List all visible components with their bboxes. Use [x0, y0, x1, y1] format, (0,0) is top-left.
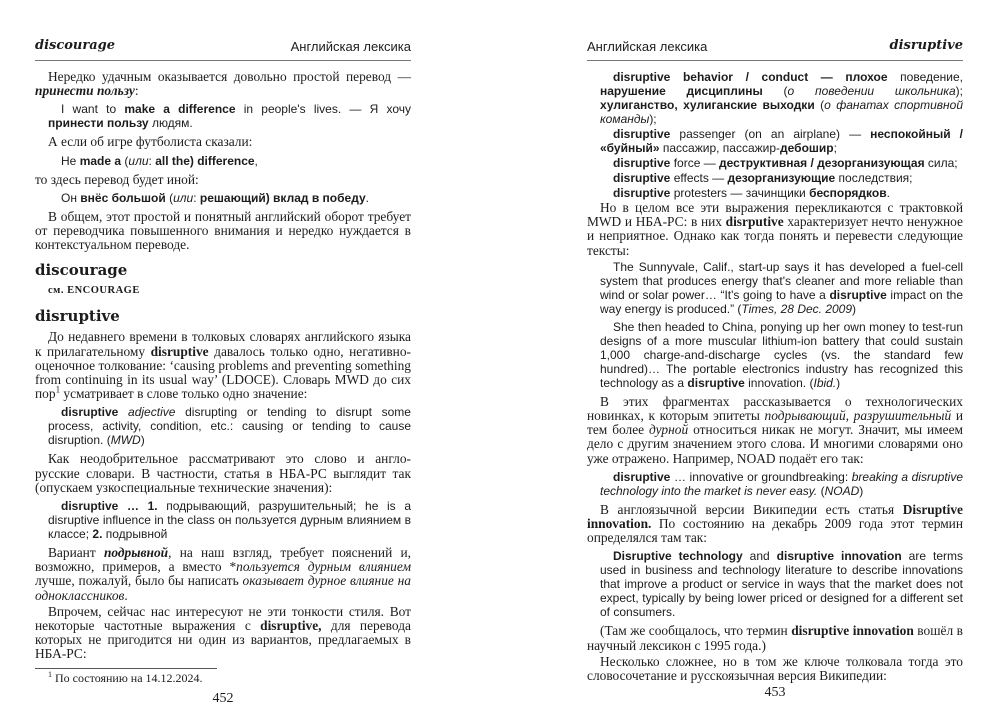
text-run: ( [817, 483, 825, 498]
text-run: До недавнего времени в толковых словарях английского языка к прилагательному [35, 329, 411, 359]
text-run: А если об игре футболиста сказали: [48, 134, 253, 150]
text-run: Впрочем, сейчас нас интересуют не эти тонкости стиля. Вот некоторые частотные выражения с [35, 603, 411, 634]
entry-heading [35, 307, 411, 325]
text-run: Нередко удачным оказывается довольно простой перевод — [48, 69, 411, 84]
text-run: ) [140, 433, 145, 448]
text-run: последствия; [835, 171, 913, 185]
text-run: disruptive [613, 156, 671, 170]
page-number: 452 [212, 690, 234, 706]
text-run: disruptive [829, 287, 887, 302]
text-run: пользуется дурным влиянием [236, 559, 411, 575]
footnote-text: По состоянию на 14.12.2024. [55, 670, 203, 685]
text-run: and [742, 549, 777, 564]
text-run: She then headed to China, ponying up her own money to test-run designs of a more muscular lithium-ion battery that could sustain 1,000 charge-and-discharge cycles (vs. the standard few hundred)… The portable electronics industry has recognized this technology as a [600, 319, 963, 390]
text-run: ; [833, 141, 837, 155]
right-page [587, 0, 964, 701]
paragraph [35, 605, 411, 662]
text-run: для перевода которых не пригодится ни один из вариантов, предлагаемых в НБА-РС: [35, 618, 411, 662]
text-run: ); [649, 112, 657, 126]
text-run: оказывает дурное влияние на одноклассников [35, 573, 411, 603]
footnote-area [35, 664, 411, 685]
text-run: ) [836, 375, 841, 390]
text-run: деструктивная / дезорганизующая [719, 156, 925, 170]
text-run: принести пользу [48, 116, 149, 131]
header-entry-word: discourage [35, 38, 116, 53]
text-run: disruptive [613, 186, 671, 200]
text-run: disruptive … 1. [61, 499, 158, 514]
text-run: лучше, пожалуй, было бы написать [35, 573, 243, 589]
paragraph [587, 395, 963, 466]
text-run: effects — [670, 171, 728, 185]
text-run: Он [61, 190, 81, 205]
paragraph [35, 452, 411, 495]
text-run: ) [852, 301, 857, 316]
text-run: … innovative or groundbreaking: [670, 469, 852, 484]
text-run: Ibid. [813, 375, 837, 390]
paragraph [587, 503, 963, 546]
text-run: passenger (on an airplane) — [670, 127, 871, 141]
text-run: см. ENCOURAGE [48, 285, 140, 297]
text-run: Несколько сложнее, но в том же ключе толковала тогда это словосочетание и русскоязычная версия Википедии: [587, 653, 963, 684]
page-body [587, 70, 963, 685]
paragraph [35, 210, 411, 253]
text-run: disruptive [35, 307, 120, 326]
example-quote [48, 499, 411, 541]
text-run: пассажир, пассажир- [659, 141, 781, 155]
text-run: disruptive [613, 127, 671, 141]
running-header [35, 38, 411, 61]
footnote-mark: 1 [48, 669, 52, 679]
entry-heading [35, 261, 411, 279]
text-run: о поведении школьника [787, 84, 956, 98]
text-run: . [124, 587, 128, 603]
text-run: The Sunnyvale, Calif., start-up says it has developed a fuel-cell system that produces energy that's cleaner and more reliable than wind or solar power… “It's going to have a [600, 259, 963, 302]
text-run: принести пользу [35, 83, 135, 99]
text-run: давалось только одно, негативно-оценочное толкование: ‘causing problems and preventing something from continuing in its usual way’ (LDOCE). Словарь MWD до сих пор [35, 343, 412, 402]
text-run: , на наш взгляд, требует пояснений и, возможно, примеров, а вместо * [35, 545, 411, 575]
text-run: adjective [128, 405, 176, 420]
example-quote [48, 191, 411, 205]
example-quote [600, 156, 963, 170]
text-run: make a difference [124, 102, 236, 117]
text-run: NOAD [824, 483, 860, 498]
paragraph [587, 655, 963, 683]
text-run: He [61, 153, 80, 168]
text-run: подрывающий, разрушительный; he is a disruptive influence in the class он пользуется дурным влиянием в классе; [48, 499, 411, 542]
footnote [48, 671, 411, 685]
text-run: В общем, этот простой и понятный английский оборот требует от переводчика повышенного внимания и нередко нуждается в контекстуальном переводе. [35, 208, 411, 253]
text-run: : [193, 190, 200, 205]
text-run: поведение, [887, 70, 963, 84]
text-run: all the) difference [155, 153, 255, 168]
text-run: или [173, 190, 194, 205]
text-run: . [365, 190, 369, 205]
text-run: innovation. ( [744, 375, 814, 390]
paragraph [35, 330, 411, 401]
text-run: усматривает в слове только одно значение: [60, 386, 308, 402]
text-run: (Там же сообщалось, что термин [600, 623, 792, 639]
text-run: ) [859, 483, 864, 498]
paragraph [35, 173, 411, 187]
paragraph [35, 135, 411, 149]
text-run: хулиганство, хулиганские выходки [600, 98, 815, 112]
text-run: made a [79, 153, 122, 168]
text-run: подрывной [103, 545, 169, 561]
text-run: disruptive, [260, 618, 322, 634]
text-run: подрывной [102, 527, 168, 542]
example-quote [48, 405, 411, 447]
text-run: внёс большой [80, 190, 166, 205]
example-quote [600, 186, 963, 200]
text-run: ( [762, 84, 788, 98]
text-run: Disruptive innovation. [587, 501, 963, 532]
text-run: В этих фрагментах рассказывается о технологических новинках, к которым эпитеты [587, 393, 963, 424]
text-run: Disruptive technology [613, 549, 743, 564]
text-run: дебошир [780, 141, 834, 155]
text-run [118, 405, 128, 419]
text-run: disruptive innovation [791, 623, 914, 639]
text-run: discourage [35, 261, 128, 280]
paragraph [35, 70, 411, 98]
running-header [587, 38, 963, 61]
example-quote [600, 549, 963, 619]
text-run: и тем более [587, 408, 963, 438]
text-run: относиться никак не могут. Значит, мы имеем дело с другим значением этого слова. И многими словарями оно уже отражено. Например, NOAD подаёт его так: [587, 422, 963, 466]
text-run: или [128, 153, 149, 168]
text-run: disruptive [61, 405, 119, 420]
text-run: protesters — зачинщики [670, 186, 810, 200]
text-run: сила; [924, 156, 958, 170]
text-run: I want to [61, 102, 125, 117]
paragraph [587, 624, 963, 652]
text-run: вошёл в научный лексикон с 1995 года.) [587, 623, 964, 653]
text-run: то здесь перевод будет иной: [35, 171, 199, 187]
text-run: 2. [92, 527, 103, 542]
cross-reference [48, 284, 411, 298]
text-run: характеризует нечто ненужное и неприятное. Однако как тогда понять и перевести следующие тексты: [587, 214, 963, 258]
text-run: нарушение дисциплины [600, 84, 763, 98]
text-run: беспорядков [809, 186, 887, 200]
text-run: disruptive [687, 375, 745, 390]
example-quote [600, 320, 963, 390]
text-run: Как неодобрительное рассматривают это слово и англо-русские словари. В частности, статья в НБА-РС выглядит так (опускаем узкоспециальные технические значения): [35, 451, 411, 495]
example-quote [600, 260, 963, 316]
header-entry-word: disruptive [889, 38, 963, 53]
text-run: Times, 28 Dec. 2009 [741, 301, 853, 316]
text-run: are terms used in business and technology literature to describe innovations that improve a product or service in ways that the market does not expect, typically by being lower priced or designed for a different set of consumers. [600, 549, 963, 620]
example-quote [48, 154, 411, 168]
text-run: о фанатах спортивной команды [600, 98, 963, 126]
paragraph [35, 546, 411, 603]
text-run: . [886, 186, 890, 200]
text-run: Но в целом все эти выражения перекликаются с трактовкой MWD и НБА-РС: в них [587, 200, 963, 230]
text-run: force — [670, 156, 720, 170]
text-run: disruptive [150, 343, 209, 359]
example-quote [600, 171, 963, 185]
footnote-reference: 1 [55, 384, 61, 395]
text-run: MWD [110, 433, 141, 448]
text-run: решающий) вклад в победу [199, 190, 366, 205]
text-run: disrupting or tending to disrupt some process, activity, condition, etc.: causing or tending to cause disruption. ( [48, 405, 411, 448]
text-run: disrputive [725, 214, 784, 230]
text-run: impact on the way energy is produced.” ( [600, 287, 963, 316]
example-quote [600, 127, 963, 155]
text-run: disruptive behavior / conduct — плохое [613, 70, 888, 84]
header-section-title: Английская лексика [587, 39, 708, 54]
text-run: дезорганизующие [727, 171, 836, 185]
paragraph [587, 201, 963, 258]
text-run: неспокойный / «буйный» [600, 127, 963, 155]
text-run: ( [121, 153, 129, 168]
text-run: : [134, 83, 139, 99]
page-body [35, 70, 411, 664]
header-section-title: Английская лексика [290, 39, 411, 54]
text-run: disruptive [613, 171, 671, 185]
text-run: дурной [649, 422, 689, 438]
text-run: По состоянию на декабрь 2009 года этот термин определялся там так: [587, 516, 963, 546]
text-run: disruptive innovation [776, 549, 902, 564]
text-run: людям. [148, 116, 193, 131]
left-page [35, 0, 412, 706]
text-run: : [148, 153, 156, 168]
example-quote [600, 470, 963, 498]
example-quote [600, 70, 963, 126]
text-run: ); [955, 84, 963, 98]
text-run: breaking a disruptive technology into the market is never easy. [600, 469, 963, 498]
footnote-divider [35, 668, 217, 669]
text-run: ( [165, 190, 174, 205]
example-quote [48, 102, 411, 130]
text-run: disruptive [613, 469, 671, 484]
text-run: Вариант [48, 545, 104, 561]
page-number: 453 [764, 685, 786, 701]
text-run: подрывающий, разрушительный [764, 408, 952, 424]
text-run: ( [814, 98, 825, 112]
text-run: in people's lives. — Я хочу [235, 102, 411, 117]
text-run: В англоязычной версии Википедии есть статья [600, 501, 903, 517]
text-run: , [254, 153, 258, 168]
